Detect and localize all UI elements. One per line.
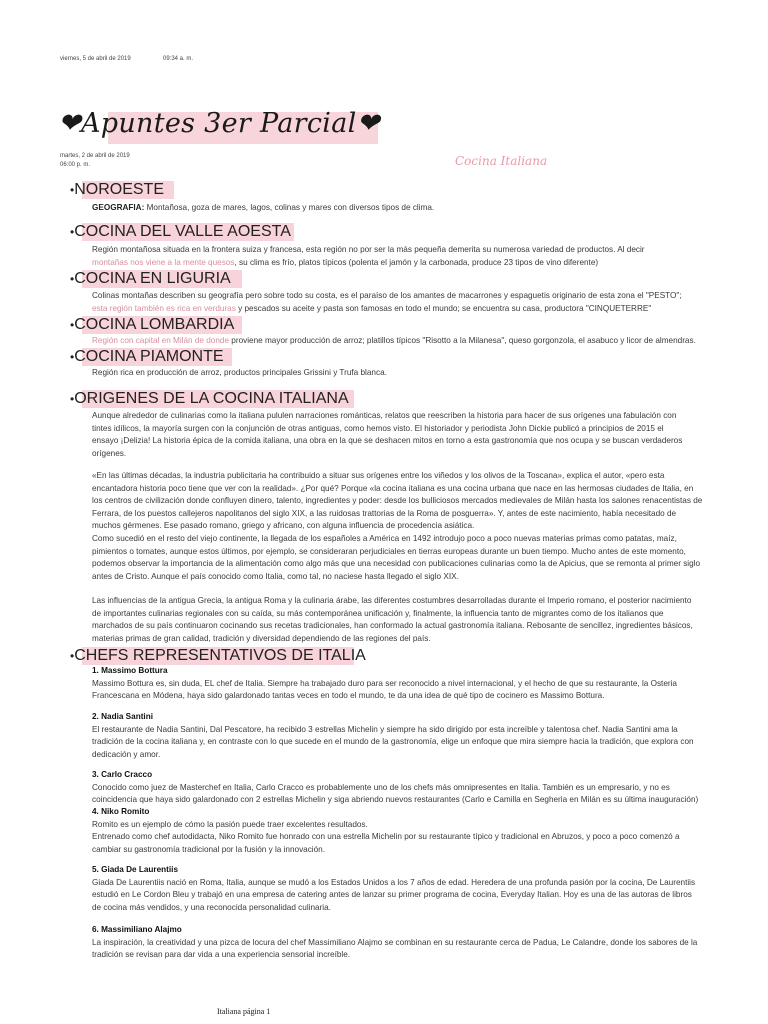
text-line: proviene mayor producción de arroz; platillos típicos "Risotto a la Milanesa", queso gorgonzola, el asabuco y licor de almendras.: [229, 336, 696, 345]
chef-name: 6. Massimiliano Alajmo: [92, 925, 182, 934]
section-heading-valle-aoesta: [70, 222, 291, 242]
section-heading-liguria: [70, 269, 231, 289]
origenes-paragraph-1: [92, 410, 762, 460]
text-line: Entrenado como chef autodidacta, Niko Romito fue honrado con una estrella Michelin por su restaurante típico y tradicional en Abruzos, y poco a poco comenzó a: [92, 832, 680, 842]
text-line: los centros de civilización donde confluyen dinero, talento, ingredientes y poder: desde los bulliciosos mercados medievales de Milán hasta los salones renacentistas de: [92, 496, 703, 506]
heading-text: CHEFS REPRESENTATIVOS DE ITALIA: [74, 647, 366, 664]
text-line: Como sucedió en el resto del viejo continente, la llegada de los españoles a América en 1492 introdujo poco a poco nuevas materias primas como patatas, maíz,: [92, 533, 677, 543]
text-line: orígenes.: [92, 448, 127, 458]
text-line: dedicación y amor.: [92, 749, 161, 759]
chef-name: 4. Niko Romito: [92, 807, 150, 816]
bullet-icon: •: [70, 272, 75, 286]
bullet-icon: •: [70, 318, 75, 332]
text-line: Romito es un ejemplo de cómo la pasión puede traer excelentes resultados.: [92, 819, 368, 829]
section-heading-piamonte: [70, 347, 224, 367]
noroeste-text: [92, 202, 762, 215]
text-line: de cocina más vendidos, y una reconocida personalidad culinaria.: [92, 902, 331, 912]
note-date: viernes, 5 de abril de 2019: [60, 56, 131, 62]
origenes-paragraph-3: [92, 595, 762, 645]
text-line: Massimo Bottura es, sin duda, EL chef de Italia. Siempre ha trabajado duro para ser reconocido a nivel internacional, y el hecho de que su restaurante, la Osteria: [92, 678, 677, 688]
heading-text: NOROESTE: [74, 181, 164, 198]
bullet-icon: •: [70, 649, 75, 663]
text-line: coincidencia que haya sido galardonado con 2 estrellas Michelin y siga abriendo nuevos restaurantes (Carlo e Camilla en Segheria en Milán es su última inauguración): [92, 795, 699, 805]
text-line: Ferrara, de los puestos callejeros napolitanos del siglo XIX, a las ruidosas trattorias de la Roma de posguerra». Y, antes de este nacimiento, había necesitado de: [92, 508, 677, 518]
text-line: encantadora historia poco tiene que ver con la realidad». ¿Por qué? Porque «la cocina italiana es una cocina urbana que nace en las hermosas ciudades de Italia, en: [92, 483, 694, 493]
origenes-paragraph-2: [92, 470, 762, 583]
text-line: Francescana en Módena, haya sido galardonado tantas veces en todo el mundo, te da una idea de qué tipo de cocinero es Massimo Bottura.: [92, 691, 605, 701]
text-line: «En las últimas décadas, la industria publicitaria ha contribuido a situar sus orígenes entre los viñedos y los olivos de la Toscana», explica el autor, «pero esta: [92, 471, 665, 480]
text-line: tradición se revisan para dar vida a una experiencia sensorial increíble.: [92, 950, 351, 960]
text-line: muchos gérmenes. Ese pasado romano, griego y africano, con alguna influencia de procedencia asiática.: [92, 521, 475, 531]
text-line: Giada De Laurentiis nació en Roma, Italia, aunque se mudó a los Estados Unidos a los 7 años de edad. Heredera de una profunda pasión por la cocina, De Laurentiis: [92, 877, 696, 887]
heading-text: COCINA DEL VALLE AOESTA: [74, 223, 291, 240]
heading-text: ORIGENES DE LA COCINA ITALIANA: [74, 390, 349, 407]
text-line: Colinas montañas describen su geografía pero sobre todo su costa, es el paraíso de los amantes de macarrones y espaguetis originario de esta zona el "PESTO";: [92, 291, 682, 300]
section-heading-origenes: [70, 389, 349, 409]
text-line: de importantes culinarias regionales con su caída, su más contemporánea unificación y, finalmente, la influencia tanto de migrantes como de los italianos que: [92, 608, 664, 618]
text-line: materias primas de gran calidad, tradición y diversidad dependiendo de las regiones del país.: [92, 633, 431, 643]
text-line: Las influencias de la antigua Grecia, la antigua Roma y la culinaria árabe, las diferentes costumbres desarrolladas durante el Imperio romano, el posterior nacimiento: [92, 596, 692, 605]
text-line: marchados de su país continuaron cocinando sus recetas tradicionales, han conformado la actual gastronomía italiana. Rebosante de sencillez, ingredientes básicos,: [92, 621, 693, 631]
heart-icon: ❤: [356, 108, 380, 139]
valle-text: [92, 244, 762, 269]
piamonte-text: Región rica en producción de arroz, productos principales Grissini y Trufa blanca.: [92, 368, 387, 377]
bullet-icon: •: [70, 183, 75, 197]
text-line: estudió en Le Cordon Bleu y trabajó en una empresa de catering antes de lanzar su primer programa de cocina, Everyday Italian. Hoy es una de las autoras de libros: [92, 890, 692, 900]
chef-entry: [92, 806, 762, 856]
chef-name: 2. Nadia Santini: [92, 712, 153, 721]
text-line: ensayo ¡Delizia! La historia épica de la comida italiana, una obra en la que se deshacen mitos en torno a esta gastronomía que nos ocupa y se buscan verdaderos: [92, 436, 683, 446]
chef-entry: [92, 711, 762, 761]
text-line: La inspiración, la creatividad y una pizca de locura del chef Massimiliano Alajmo se combinan en su restaurante cerca de Padua, Le Calandre, donde los sabores de la: [92, 937, 698, 947]
created-date: martes, 2 de abril de 2019: [60, 153, 130, 159]
lombardia-text: [92, 335, 762, 348]
text-line: pimientos o tomates, aunque estos últimos, por ejemplo, se consideraran perjudiciales en tierras europeas durante un buen tiempo. Mucho antes de este momento,: [92, 546, 686, 556]
note-time: 09:34 a. m.: [163, 56, 194, 62]
liguria-text: [92, 290, 762, 315]
text-line: El restaurante de Nadia Santini, Dal Pescatore, ha recibido 3 estrellas Michelin y siempre ha sido dirigido por esta increíble y talentosa chef. Nadia Santini ama la: [92, 724, 678, 734]
geography-text: Montañosa, goza de mares, lagos, colinas y mares con diversos tipos de clima.: [144, 203, 435, 212]
section-heading-chefs: [70, 646, 366, 666]
category-tag: Cocina Italiana: [455, 154, 548, 168]
chef-entry: [92, 769, 762, 807]
title-label: Apuntes 3er Parcial: [80, 108, 357, 139]
text-line: podemos observar la importancia de la alimentación como algo más que una necesidad con publicaciones culinarias como la de Apicius, que se remonta al primer siglo: [92, 559, 701, 569]
section-heading-noroeste: [70, 180, 164, 200]
text-line: , su clima es frío, platos típicos (polenta el jamón y la carbonada, produce 23 tipos de vino diferente): [234, 257, 599, 267]
chef-entry: [92, 665, 762, 703]
highlighted-text: Región con capital en Milán de donde: [92, 336, 230, 345]
chef-entry: [92, 864, 762, 914]
chef-name: 5. Giada De Laurentiis: [92, 865, 178, 874]
section-heading-lombardia: [70, 315, 234, 335]
text-line: y pescados su aceite y pasta son famosas en todo el mundo; se encuentra su casa, productora "CINQUETERRE": [235, 303, 652, 313]
highlighted-text: montañas nos viene a la mente quesos: [92, 257, 235, 267]
heading-text: COCINA LOMBARDIA: [74, 316, 235, 333]
heading-text: COCINA PIAMONTE: [74, 348, 224, 365]
chef-name: 3. Carlo Cracco: [92, 770, 153, 779]
bullet-icon: •: [70, 350, 75, 364]
geography-label: GEOGRAFIA:: [92, 203, 145, 212]
page-title-text: [58, 108, 380, 139]
text-line: antes de Cristo. Aunque el país conocido como Italia, como tal, no naciese hasta llegado el siglo XIX.: [92, 571, 459, 581]
chef-name: 1. Massimo Bottura: [92, 666, 168, 675]
highlighted-text: esta región también es rica en verduras: [92, 303, 236, 313]
text-line: tintes idílicos, la mayoría surgen con la conjunción de otras antiguas, como hemos visto. El historiador y periodista John Dickie publicó a principios de 2015 el: [92, 423, 664, 433]
text-line: cambiar su gastronomía tradicional por la fusión y la innovación.: [92, 844, 326, 854]
text-line: Región montañosa situada en la frontera suiza y francesa, esta región no por ser la más pequeña demerita su numerosa variedad de productos. Al decir: [92, 245, 645, 254]
page-title: [58, 108, 380, 139]
heading-text: COCINA EN LIGURIA: [74, 270, 231, 287]
bullet-icon: •: [70, 225, 75, 239]
bullet-icon: •: [70, 392, 75, 406]
text-line: tradición de la cocina italiana y, en contraste con lo que sucede en el mundo de la gastronomía, elige un enfoque que mira siempre hacia la tradición, que explora con: [92, 737, 694, 747]
text-line: Aunque alrededor de culinarias como la italiana pululen narraciones románticas, relatos que reescriben la historia para hacer de sus orígenes una fabulación con: [92, 411, 677, 420]
chef-entry: [92, 924, 762, 962]
heart-icon: ❤: [58, 108, 81, 139]
created-time: 06:00 p. m.: [60, 162, 91, 168]
text-line: Conocido como juez de Masterchef en Italia, Carlo Cracco es probablemente uno de los chefs más omnipresentes en Italia. También es un empresario, y no es: [92, 782, 670, 792]
page-footer: Italiana página 1: [217, 1007, 271, 1016]
